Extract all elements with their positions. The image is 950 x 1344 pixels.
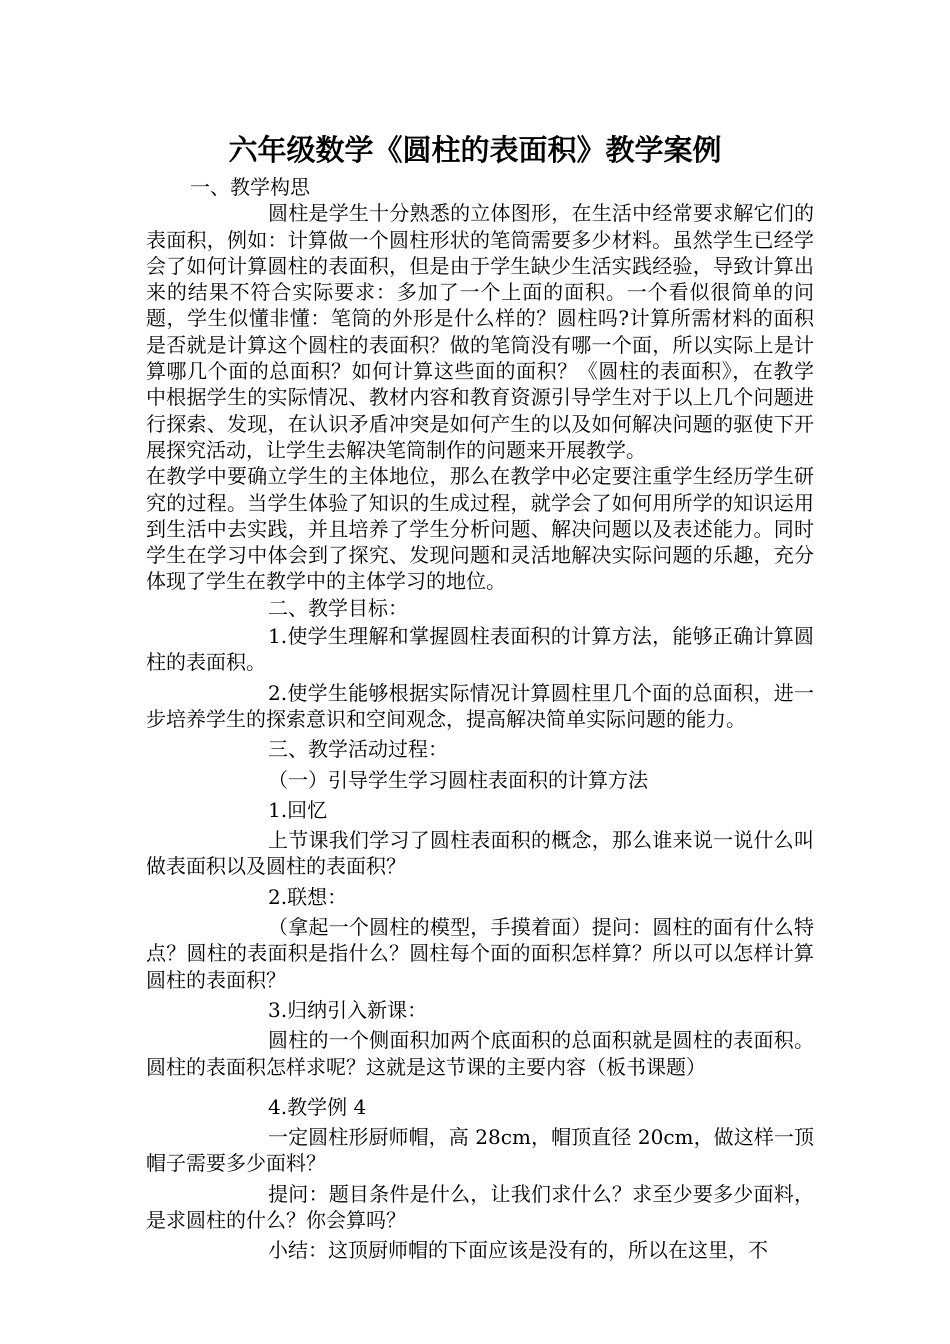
document-title: 六年级数学《圆柱的表面积》教学案例 — [228, 133, 722, 167]
paragraph-association: （拿起一个圆柱的模型，手摸着面）提问：圆柱的面有什么特点？圆柱的表面积是指什么？圆柱每个面的面积怎样算？所以可以怎样计算圆柱的表面积？ — [146, 915, 814, 992]
paragraph-question: 提问：题目条件是什么，让我们求什么？求至少要多少面料，是求圆柱的什么？你会算吗？ — [146, 1181, 814, 1232]
subsection-heading-guide: （一）引导学生学习圆柱表面积的计算方法 — [268, 767, 648, 792]
document-body — [146, 174, 814, 1264]
paragraph-recall: 上节课我们学习了圆柱表面积的概念，那么谁来说一说什么叫做表面积以及圆柱的表面积？ — [146, 828, 814, 879]
step-heading-induction: 3.归纳引入新课： — [268, 997, 428, 1022]
paragraph-induction: 圆柱的一个侧面积加两个底面积的总面积就是圆柱的表面积。圆柱的表面积怎样求呢？这就是这节课的主要内容（板书课题） — [146, 1028, 814, 1079]
step-heading-recall: 1.回忆 — [268, 797, 328, 822]
paragraph-summary: 小结：这顶厨师帽的下面应该是没有的，所以在这里，不 — [268, 1238, 768, 1263]
step-heading-example: 4.教学例 4 — [268, 1094, 367, 1119]
step-heading-association: 2.联想： — [268, 884, 348, 909]
section-heading-activity-process: 三、教学活动过程： — [268, 737, 448, 762]
paragraph-example: 一定圆柱形厨师帽，高 28cm，帽顶直径 20cm，做这样一顶帽子需要多少面料？ — [146, 1125, 814, 1176]
section-heading-teaching-concept: 一、教学构思 — [190, 175, 310, 199]
section-heading-teaching-goals: 二、教学目标： — [268, 595, 408, 620]
paragraph-goal-2: 2.使学生能够根据实际情况计算圆柱里几个面的总面积，进一步培养学生的探索意识和空间观念，提高解决简单实际问题的能力。 — [146, 680, 814, 731]
paragraph-concept-2: 在教学中要确立学生的主体地位，那么在教学中必定要注重学生经历学生研究的过程。当学生体验了知识的生成过程，就学会了如何用所学的知识运用到生活中去实践，并且培养了学生分析问题、解决问题以及表述能力。同时学生在学习中体会到了探究、发现问题和灵活地解决实际问题的乐趣，充分体现了学生在教学中的主体学习的地位。 — [146, 464, 814, 594]
paragraph-goal-1: 1.使学生理解和掌握圆柱表面积的计算方法，能够正确计算圆柱的表面积。 — [146, 624, 814, 675]
paragraph-concept-1: 圆柱是学生十分熟悉的立体图形，在生活中经常要求解它们的表面积，例如：计算做一个圆柱形状的笔筒需要多少材料。虽然学生已经学会了如何计算圆柱的表面积，但是由于学生缺少生活实践经验，导致计算出来的结果不符合实际要求：多加了一个上面的面积。一个看似很简单的问题，学生似懂非懂：笔筒的外形是什么样的？圆柱吗?计算所需材料的面积是否就是计算这个圆柱的表面积？做的笔筒没有哪一个面，所以实际上是计算哪几个面的总面积？如何计算这些面的面积？《圆柱的表面积》，在教学中根据学生的实际情况、教材内容和教育资源引导学生对于以上几个问题进行探索、发现，在认识矛盾冲突是如何产生的以及如何解决问题的驱使下开展探究活动，让学生去解决笔筒制作的问题来开展教学。 — [146, 201, 814, 462]
